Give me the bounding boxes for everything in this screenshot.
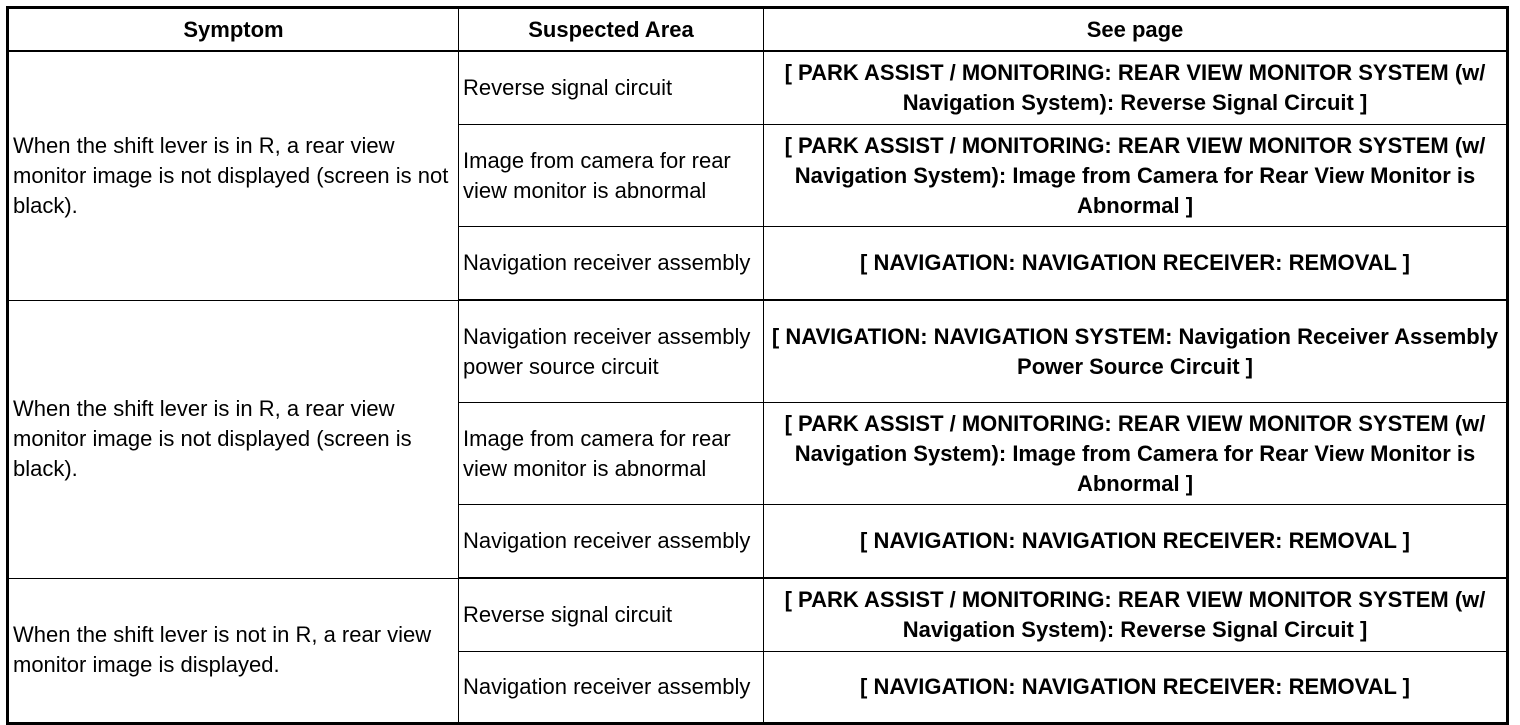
suspected-area-cell: Navigation receiver assembly power source circuit [459, 300, 764, 403]
symptom-cell: When the shift lever is not in R, a rear view monitor image is displayed. [8, 578, 459, 724]
see-page-link[interactable]: [ NAVIGATION: NAVIGATION SYSTEM: Navigation Receiver Assembly Power Source Circuit ] [764, 300, 1508, 403]
table-row [8, 300, 1508, 403]
symptom-cell: When the shift lever is in R, a rear view monitor image is not displayed (screen is not black). [8, 51, 459, 300]
see-page-link[interactable]: [ PARK ASSIST / MONITORING: REAR VIEW MONITOR SYSTEM (w/ Navigation System): Reverse Signal Circuit ] [764, 578, 1508, 652]
see-page-link[interactable]: [ NAVIGATION: NAVIGATION RECEIVER: REMOVAL ] [764, 227, 1508, 301]
suspected-area-cell: Image from camera for rear view monitor is abnormal [459, 125, 764, 227]
see-page-link[interactable]: [ NAVIGATION: NAVIGATION RECEIVER: REMOVAL ] [764, 652, 1508, 724]
suspected-area-cell: Reverse signal circuit [459, 578, 764, 652]
header-suspected-area: Suspected Area [459, 8, 764, 52]
suspected-area-cell: Navigation receiver assembly [459, 227, 764, 301]
see-page-link[interactable]: [ PARK ASSIST / MONITORING: REAR VIEW MONITOR SYSTEM (w/ Navigation System): Reverse Signal Circuit ] [764, 51, 1508, 125]
see-page-link[interactable]: [ PARK ASSIST / MONITORING: REAR VIEW MONITOR SYSTEM (w/ Navigation System): Image from Camera for Rear View Monitor is Abnormal ] [764, 125, 1508, 227]
suspected-area-cell: Navigation receiver assembly [459, 652, 764, 724]
suspected-area-cell: Navigation receiver assembly [459, 505, 764, 579]
header-symptom: Symptom [8, 8, 459, 52]
symptom-table [6, 6, 1509, 725]
header-see-page: See page [764, 8, 1508, 52]
see-page-link[interactable]: [ PARK ASSIST / MONITORING: REAR VIEW MONITOR SYSTEM (w/ Navigation System): Image from Camera for Rear View Monitor is Abnormal ] [764, 403, 1508, 505]
suspected-area-cell: Reverse signal circuit [459, 51, 764, 125]
table-row [8, 578, 1508, 652]
see-page-link[interactable]: [ NAVIGATION: NAVIGATION RECEIVER: REMOVAL ] [764, 505, 1508, 579]
table-row [8, 51, 1508, 125]
header-row [8, 8, 1508, 52]
suspected-area-cell: Image from camera for rear view monitor is abnormal [459, 403, 764, 505]
symptom-cell: When the shift lever is in R, a rear view monitor image is not displayed (screen is black). [8, 300, 459, 578]
